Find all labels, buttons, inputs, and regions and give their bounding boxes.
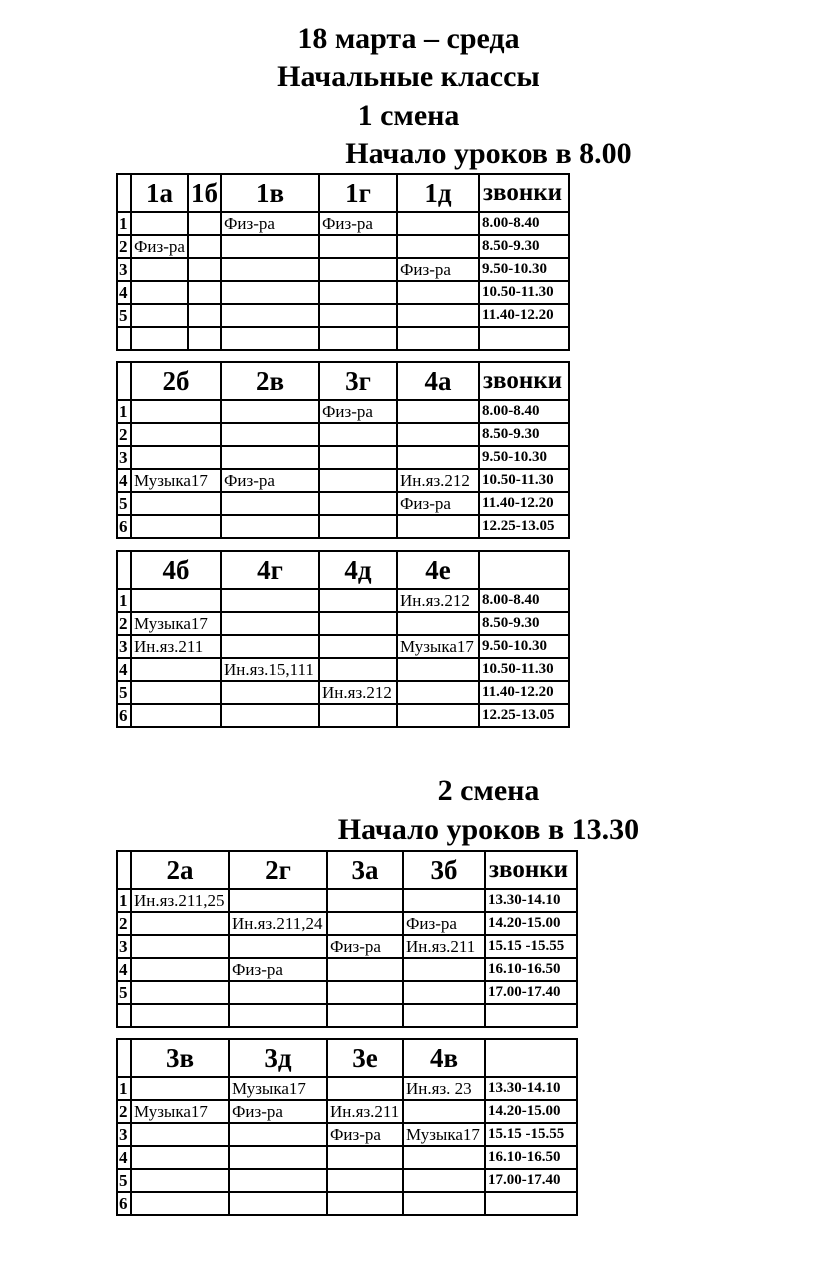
lesson-cell	[327, 1169, 403, 1192]
bell-time: 13.30-14.10	[485, 1077, 577, 1100]
lesson-cell: Музыка17	[131, 469, 221, 492]
lesson-cell: Физ-ра	[221, 212, 319, 235]
lesson-cell	[319, 612, 397, 635]
class-header: 3в	[131, 1039, 229, 1077]
lesson-cell	[131, 258, 188, 281]
lesson-cell: Ин.яз.211,24	[229, 912, 327, 935]
bell-time: 17.00-17.40	[485, 981, 577, 1004]
lesson-cell: Ин.яз.211,25	[131, 889, 229, 912]
bell-time: 13.30-14.10	[485, 889, 577, 912]
lesson-cell	[131, 446, 221, 469]
lesson-cell	[319, 446, 397, 469]
lesson-cell	[327, 1192, 403, 1215]
lesson-cell	[229, 889, 327, 912]
lesson-cell	[319, 658, 397, 681]
table-row	[117, 1004, 577, 1027]
lesson-cell	[131, 912, 229, 935]
bells-header	[485, 1039, 577, 1077]
lesson-cell: Ин.яз.211	[131, 635, 221, 658]
bell-time: 8.00-8.40	[479, 212, 569, 235]
lesson-number: 4	[117, 281, 131, 304]
bell-time: 15.15 -15.55	[485, 1123, 577, 1146]
bell-time: 16.10-16.50	[485, 958, 577, 981]
class-header: 3е	[327, 1039, 403, 1077]
table-row	[117, 704, 569, 727]
lesson-cell	[131, 1146, 229, 1169]
lesson-cell	[403, 1004, 485, 1027]
lesson-number: 5	[117, 304, 131, 327]
class-header: 1в	[221, 174, 319, 212]
table-row	[117, 304, 569, 327]
table-row	[117, 235, 569, 258]
lesson-cell	[131, 281, 188, 304]
shift1-start-title: Начало уроков в 8.00	[345, 137, 632, 170]
lesson-cell	[221, 258, 319, 281]
shift1-table-3	[116, 550, 570, 728]
lesson-cell	[319, 281, 397, 304]
lesson-cell	[188, 281, 221, 304]
bell-time: 16.10-16.50	[485, 1146, 577, 1169]
lesson-number: 5	[117, 981, 131, 1004]
lesson-number: 2	[117, 423, 131, 446]
lesson-cell	[221, 304, 319, 327]
lesson-number: 6	[117, 704, 131, 727]
lesson-cell	[397, 446, 479, 469]
table-row	[117, 658, 569, 681]
table-row	[117, 981, 577, 1004]
lesson-number: 4	[117, 469, 131, 492]
table-row	[117, 958, 577, 981]
lesson-cell	[229, 1192, 327, 1215]
lesson-cell	[188, 304, 221, 327]
shift2-title: 2 смена	[437, 774, 540, 807]
lesson-cell	[319, 635, 397, 658]
lesson-cell	[221, 446, 319, 469]
lesson-cell	[221, 635, 319, 658]
class-header: 2б	[131, 362, 221, 400]
lesson-number: 1	[117, 400, 131, 423]
bell-time	[479, 327, 569, 350]
lesson-cell	[397, 681, 479, 704]
lesson-cell	[131, 423, 221, 446]
lesson-cell	[319, 492, 397, 515]
table-row	[117, 492, 569, 515]
lesson-cell	[188, 327, 221, 350]
lesson-cell	[131, 304, 188, 327]
lesson-cell	[403, 981, 485, 1004]
class-header: 2в	[221, 362, 319, 400]
lesson-cell: Физ-ра	[403, 912, 485, 935]
lesson-cell	[397, 304, 479, 327]
class-header: 2г	[229, 851, 327, 889]
lesson-number: 5	[117, 492, 131, 515]
bells-header	[479, 551, 569, 589]
lesson-cell	[403, 1100, 485, 1123]
lesson-cell	[397, 612, 479, 635]
table-row	[117, 681, 569, 704]
lesson-cell	[221, 515, 319, 538]
lesson-number: 4	[117, 958, 131, 981]
lesson-cell	[131, 212, 188, 235]
lesson-cell	[319, 423, 397, 446]
bell-time: 8.50-9.30	[479, 423, 569, 446]
lesson-number: 1	[117, 889, 131, 912]
shift1-title: 1 смена	[357, 99, 460, 132]
lesson-cell: Ин.яз.211	[403, 935, 485, 958]
class-header: 4г	[221, 551, 319, 589]
lesson-cell	[131, 1123, 229, 1146]
lesson-cell: Ин.яз.211	[327, 1100, 403, 1123]
lesson-cell	[131, 1004, 229, 1027]
class-header: 2а	[131, 851, 229, 889]
lesson-cell	[319, 469, 397, 492]
lesson-cell	[188, 235, 221, 258]
class-header: 3а	[327, 851, 403, 889]
lesson-number: 2	[117, 1100, 131, 1123]
lesson-cell	[397, 327, 479, 350]
lesson-number: 2	[117, 235, 131, 258]
table-row	[117, 589, 569, 612]
class-header: 3г	[319, 362, 397, 400]
table-header-row	[117, 1039, 577, 1077]
lesson-cell: Физ-ра	[131, 235, 188, 258]
lesson-cell	[397, 212, 479, 235]
lesson-cell	[131, 400, 221, 423]
bell-time: 8.00-8.40	[479, 400, 569, 423]
lesson-number: 6	[117, 1192, 131, 1215]
lesson-cell: Физ-ра	[229, 1100, 327, 1123]
lesson-cell: Физ-ра	[229, 958, 327, 981]
lesson-cell	[397, 704, 479, 727]
table-row	[117, 1100, 577, 1123]
table-header-row	[117, 362, 569, 400]
lesson-cell	[397, 281, 479, 304]
bell-time: 9.50-10.30	[479, 635, 569, 658]
lesson-cell	[221, 400, 319, 423]
lesson-cell	[327, 912, 403, 935]
lesson-cell: Физ-ра	[397, 258, 479, 281]
lesson-number: 3	[117, 1123, 131, 1146]
lesson-cell	[403, 889, 485, 912]
lesson-cell	[319, 327, 397, 350]
lesson-cell: Музыка17	[397, 635, 479, 658]
lesson-number: 3	[117, 258, 131, 281]
shift2-table-1	[116, 850, 578, 1028]
lesson-number: 3	[117, 635, 131, 658]
bell-time: 15.15 -15.55	[485, 935, 577, 958]
class-header: 3д	[229, 1039, 327, 1077]
lesson-number: 5	[117, 1169, 131, 1192]
lesson-cell	[319, 704, 397, 727]
lesson-cell	[131, 958, 229, 981]
lesson-cell	[327, 1146, 403, 1169]
bell-time: 17.00-17.40	[485, 1169, 577, 1192]
lesson-cell: Физ-ра	[327, 935, 403, 958]
lesson-cell: Ин.яз.212	[397, 469, 479, 492]
lesson-cell: Физ-ра	[319, 212, 397, 235]
lesson-cell: Ин.яз.15,111	[221, 658, 319, 681]
lesson-number: 6	[117, 515, 131, 538]
bell-time: 9.50-10.30	[479, 446, 569, 469]
lesson-cell: Ин.яз.212	[319, 681, 397, 704]
lesson-cell	[131, 935, 229, 958]
lesson-cell: Физ-ра	[221, 469, 319, 492]
class-header: 4б	[131, 551, 221, 589]
table-header-row	[117, 174, 569, 212]
bell-time: 11.40-12.20	[479, 681, 569, 704]
lesson-cell	[327, 1077, 403, 1100]
lesson-cell	[229, 1123, 327, 1146]
bells-header: звонки	[479, 362, 569, 400]
lesson-cell	[131, 589, 221, 612]
bell-time: 11.40-12.20	[479, 304, 569, 327]
lesson-cell	[403, 1192, 485, 1215]
lesson-number	[117, 1004, 131, 1027]
lesson-cell	[131, 1077, 229, 1100]
class-header: 1д	[397, 174, 479, 212]
lesson-cell: Физ-ра	[397, 492, 479, 515]
lesson-cell	[221, 235, 319, 258]
lesson-cell	[397, 423, 479, 446]
bell-time: 8.50-9.30	[479, 235, 569, 258]
table-row	[117, 1077, 577, 1100]
lesson-number	[117, 327, 131, 350]
shift2-start-title: Начало уроков в 13.30	[337, 813, 640, 846]
bell-time: 10.50-11.30	[479, 658, 569, 681]
lesson-cell	[397, 515, 479, 538]
lesson-cell	[131, 704, 221, 727]
table-row	[117, 1192, 577, 1215]
table-row	[117, 1169, 577, 1192]
class-header: 4е	[397, 551, 479, 589]
lesson-cell	[229, 1004, 327, 1027]
bell-time: 9.50-10.30	[479, 258, 569, 281]
table-row	[117, 515, 569, 538]
lesson-cell	[221, 681, 319, 704]
shift2-table-2	[116, 1038, 578, 1216]
table-row	[117, 469, 569, 492]
class-header: 4в	[403, 1039, 485, 1077]
lesson-cell	[403, 958, 485, 981]
lesson-cell	[327, 958, 403, 981]
table-row	[117, 935, 577, 958]
table-row	[117, 212, 569, 235]
bell-time: 12.25-13.05	[479, 515, 569, 538]
lesson-cell	[131, 327, 188, 350]
lesson-cell	[131, 658, 221, 681]
class-header: 1г	[319, 174, 397, 212]
table-row	[117, 400, 569, 423]
table-row	[117, 258, 569, 281]
lesson-cell: Ин.яз. 23	[403, 1077, 485, 1100]
bell-time: 14.20-15.00	[485, 912, 577, 935]
lesson-cell: Физ-ра	[319, 400, 397, 423]
lesson-cell: Ин.яз.212	[397, 589, 479, 612]
table-row	[117, 423, 569, 446]
lesson-cell	[397, 658, 479, 681]
lesson-cell: Музыка17	[131, 612, 221, 635]
lesson-cell	[131, 492, 221, 515]
lesson-cell	[327, 981, 403, 1004]
bell-time: 12.25-13.05	[479, 704, 569, 727]
lesson-number: 1	[117, 1077, 131, 1100]
lesson-cell	[319, 515, 397, 538]
lesson-cell	[403, 1146, 485, 1169]
lesson-cell	[397, 400, 479, 423]
bell-time: 8.50-9.30	[479, 612, 569, 635]
lesson-cell	[131, 1169, 229, 1192]
bell-time: 10.50-11.30	[479, 469, 569, 492]
lesson-cell	[188, 212, 221, 235]
bell-time: 10.50-11.30	[479, 281, 569, 304]
table-row	[117, 281, 569, 304]
lesson-number: 1	[117, 589, 131, 612]
lesson-cell	[319, 258, 397, 281]
level-title: Начальные классы	[277, 60, 540, 93]
shift1-table-1	[116, 173, 570, 351]
table-row	[117, 446, 569, 469]
lesson-cell	[221, 612, 319, 635]
lesson-cell: Музыка17	[229, 1077, 327, 1100]
bells-header: звонки	[479, 174, 569, 212]
table-row	[117, 889, 577, 912]
lesson-cell	[131, 1192, 229, 1215]
lesson-cell	[229, 1146, 327, 1169]
bell-time: 8.00-8.40	[479, 589, 569, 612]
bell-time	[485, 1192, 577, 1215]
lesson-cell: Музыка17	[403, 1123, 485, 1146]
table-row	[117, 635, 569, 658]
lesson-number: 2	[117, 612, 131, 635]
lesson-cell	[397, 235, 479, 258]
lesson-cell	[221, 327, 319, 350]
class-header: 4д	[319, 551, 397, 589]
lesson-cell	[221, 589, 319, 612]
class-header: 4а	[397, 362, 479, 400]
table-row	[117, 1146, 577, 1169]
lesson-cell	[229, 935, 327, 958]
lesson-cell	[221, 281, 319, 304]
bells-header: звонки	[485, 851, 577, 889]
lesson-cell	[319, 304, 397, 327]
lesson-cell: Музыка17	[131, 1100, 229, 1123]
lesson-number: 4	[117, 1146, 131, 1169]
bell-time: 11.40-12.20	[479, 492, 569, 515]
bell-time: 14.20-15.00	[485, 1100, 577, 1123]
lesson-cell	[221, 423, 319, 446]
lesson-cell	[188, 258, 221, 281]
class-header: 1а	[131, 174, 188, 212]
lesson-cell	[221, 492, 319, 515]
table-row	[117, 912, 577, 935]
table-header-row	[117, 551, 569, 589]
lesson-cell	[221, 704, 319, 727]
date-title: 18 марта – среда	[297, 22, 520, 55]
shift1-table-2	[116, 361, 570, 539]
class-header: 1б	[188, 174, 221, 212]
lesson-number: 1	[117, 212, 131, 235]
table-row	[117, 612, 569, 635]
lesson-cell	[327, 889, 403, 912]
lesson-number: 4	[117, 658, 131, 681]
lesson-cell: Физ-ра	[327, 1123, 403, 1146]
lesson-cell	[131, 681, 221, 704]
class-header: 3б	[403, 851, 485, 889]
lesson-cell	[229, 1169, 327, 1192]
lesson-cell	[403, 1169, 485, 1192]
table-row	[117, 1123, 577, 1146]
lesson-cell	[319, 235, 397, 258]
lesson-cell	[319, 589, 397, 612]
lesson-number: 5	[117, 681, 131, 704]
lesson-number: 2	[117, 912, 131, 935]
lesson-cell	[131, 515, 221, 538]
lesson-number: 3	[117, 935, 131, 958]
lesson-cell	[131, 981, 229, 1004]
lesson-cell	[229, 981, 327, 1004]
lesson-number: 3	[117, 446, 131, 469]
table-row	[117, 327, 569, 350]
bell-time	[485, 1004, 577, 1027]
table-header-row	[117, 851, 577, 889]
lesson-cell	[327, 1004, 403, 1027]
